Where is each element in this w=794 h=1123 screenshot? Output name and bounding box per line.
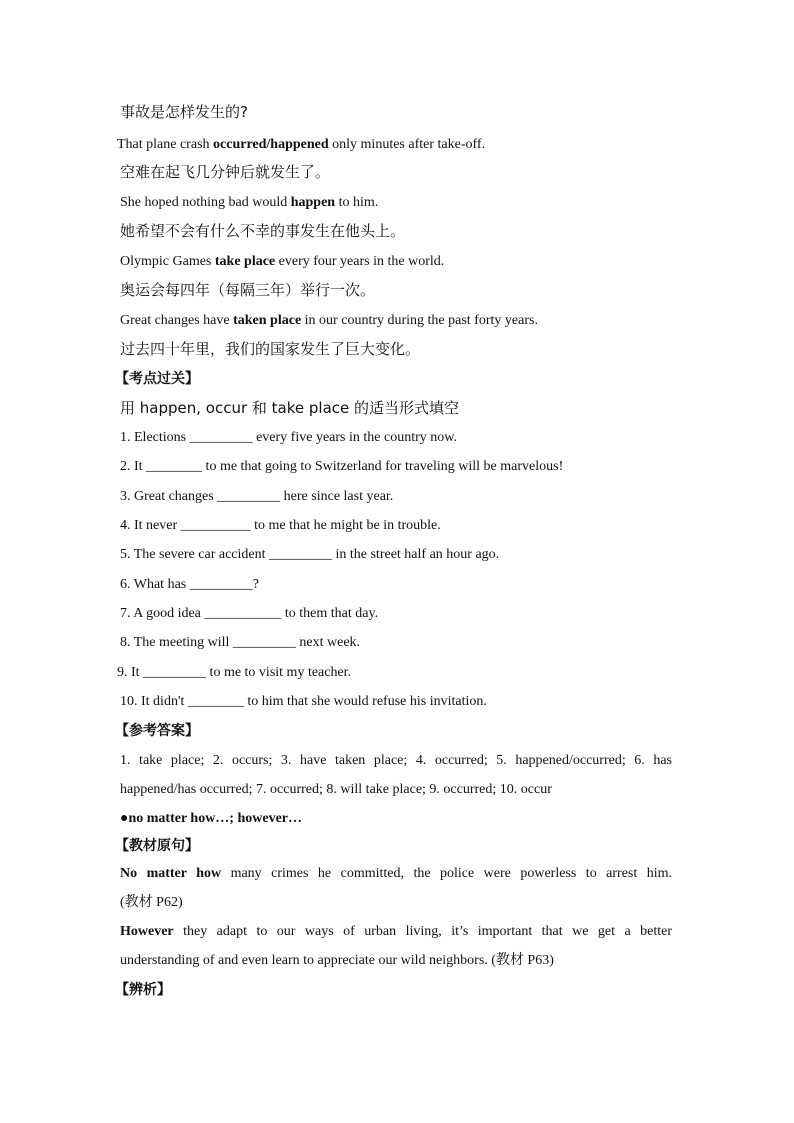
section-heading-answers: 【参考答案】	[115, 723, 199, 739]
keyword: take place	[214, 254, 276, 269]
chinese-line: 奥运会每四年（每隔三年）举行一次。	[120, 281, 376, 299]
chinese-line: 空难在起飞几分钟后就发生了。	[120, 163, 331, 181]
answer-line: happened/has occurred; 7. occurred; 8. will take place; 9. occurred; 10. occur	[120, 782, 552, 797]
keyword: However	[120, 924, 174, 939]
exercise-instruction: 用 happen, occur 和 take place 的适当形式填空	[120, 399, 460, 417]
exercise-item: 4. It never __________ to me that he might be in trouble.	[120, 518, 441, 533]
exercise-item: 1. Elections _________ every five years in the country now.	[120, 430, 457, 445]
exercise-item: 2. It ________ to me that going to Switzerland for traveling will be marvelous!	[120, 459, 564, 474]
textbook-source: (教材 P62)	[120, 895, 183, 910]
example-sentence	[120, 312, 538, 330]
text: in our country during the past forty years.	[301, 313, 538, 328]
chinese-line: 事故是怎样发生的?	[120, 103, 248, 121]
exercise-item: 9. It _________ to me to visit my teacher.	[117, 665, 352, 680]
text: Great changes have	[120, 313, 234, 328]
exercise-item: 6. What has _________?	[120, 577, 259, 592]
keyword: occurred/happened	[213, 137, 329, 152]
topic-title: ●no matter how…; however…	[120, 811, 302, 826]
keyword: No matter how	[120, 866, 222, 881]
section-heading-textbook: 【教材原句】	[115, 838, 199, 854]
keyword: taken place	[233, 313, 302, 328]
exercise-item: 7. A good idea ___________ to them that day.	[120, 606, 379, 621]
text: Olympic Games	[120, 254, 215, 269]
textbook-sentence	[120, 923, 672, 941]
example-sentence	[117, 136, 485, 154]
section-heading-analysis: 【辨析】	[115, 982, 171, 998]
text: She hoped nothing bad would	[120, 195, 291, 210]
example-sentence	[120, 253, 444, 271]
chinese-line: 她希望不会有什么不幸的事发生在他头上。	[120, 222, 406, 240]
text: only minutes after take-off.	[328, 137, 486, 152]
text: That plane crash	[117, 137, 214, 152]
text: every four years in the world.	[275, 254, 445, 269]
section-heading-exercise: 【考点过关】	[115, 371, 199, 387]
keyword: happen	[290, 195, 336, 210]
text: they adapt to our ways of urban living, it’s important that we get a better	[173, 924, 672, 939]
text: many crimes he committed, the police were powerless to arrest him.	[221, 866, 672, 881]
example-sentence	[120, 194, 378, 212]
textbook-sentence	[120, 865, 672, 883]
exercise-item: 3. Great changes _________ here since last year.	[120, 489, 394, 504]
exercise-item: 10. It didn't ________ to him that she would refuse his invitation.	[120, 694, 487, 709]
textbook-sentence-continued: understanding of and even learn to appreciate our wild neighbors. (教材 P63)	[120, 953, 554, 968]
exercise-item: 8. The meeting will _________ next week.	[120, 635, 361, 650]
text: to him.	[335, 195, 379, 210]
answer-line: 1. take place; 2. occurs; 3. have taken place; 4. occurred; 5. happened/occurred; 6. has	[120, 753, 672, 768]
chinese-line: 过去四十年里，我们的国家发生了巨大变化。	[120, 340, 421, 358]
exercise-item: 5. The severe car accident _________ in the street half an hour ago.	[120, 547, 500, 562]
